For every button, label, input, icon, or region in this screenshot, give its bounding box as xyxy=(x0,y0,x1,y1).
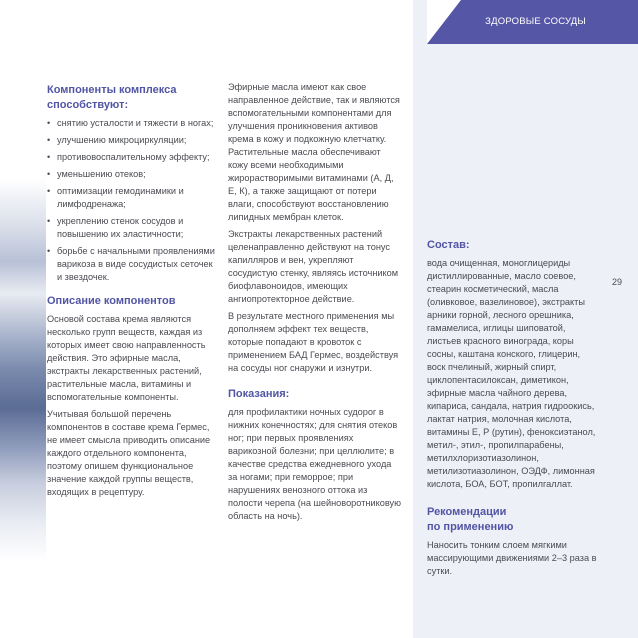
middle-column xyxy=(228,81,402,527)
page-number: 29 xyxy=(612,277,623,287)
recommendations-text: Наносить тонким слоем мягкими массирующими движениями 2–3 раза в сутки. xyxy=(427,540,597,576)
indications-text: для профилактики ночных судорог в нижних конечностях; для снятия отеков ног; при первых проявлениях варикозной болезни; при целлюлите; в качестве средства ежедневного ухода за ногами; при геморрое; при нарушениях венозного оттока из полости черепа (на шейноворотниковую область на ночь). xyxy=(228,407,402,521)
description-paragraph: Учитывая большой перечень компонентов в составе крема Гермес, не имеет смысла приводить описание каждого отдельного компонента, поэтому опишем функциональное значение каждой группы веществ, входящих в рецептуру. xyxy=(47,409,211,497)
recommendations-heading: Рекомендации по применению xyxy=(427,506,514,533)
decorative-side-image xyxy=(0,0,48,638)
list-item: • снятию усталости и тяжести в ногах; xyxy=(47,117,215,130)
components-heading: Компоненты комплекса способствуют: xyxy=(47,84,177,111)
composition-heading: Состав: xyxy=(427,239,470,251)
left-column xyxy=(47,83,215,503)
list-item: • оптимизации гемодинамики и лимфодренажа; xyxy=(47,185,215,211)
body-paragraph: Эфирные масла имеют как свое направленное действие, так и являются вспомогательными компонентами для улучшения проникновения активов крема в кожу и подкожную клетчатку. Растительные масла обеспечивают кожу всеми необходимыми жирорастворимыми витаминами (А, Д, Е, К), а также защищают от потери влаги, способствуют восстановлению липидных мембран клеток. xyxy=(228,82,400,222)
indications-heading: Показания: xyxy=(228,388,290,400)
list-item: • противовоспалительному эффекту; xyxy=(47,151,215,164)
section-title: ЗДОРОВЫЕ СОСУДЫ xyxy=(485,16,586,27)
list-item: • уменьшению отеков; xyxy=(47,168,215,181)
list-item: • улучшению микроциркуляции; xyxy=(47,134,215,147)
list-item: • укреплению стенок сосудов и повышению их эластичности; xyxy=(47,215,215,241)
body-paragraph: Экстракты лекарственных растений целенаправленно действуют на тонус капилляров и вен, укрепляют сосудистую стенку, являясь источником биофлавоноидов, имеющих ангиопротекторное действие. xyxy=(228,229,399,304)
components-list xyxy=(47,117,215,284)
list-item: • борьбе с начальными проявлениями варикоза в виде сосудистых сеточек и звездочек. xyxy=(47,245,215,284)
composition-column xyxy=(427,238,597,582)
header-banner xyxy=(427,0,638,44)
composition-text: вода очищенная, моноглицериды дистиллированные, масло соевое, стеарин косметический, масла (оливковое, вазелиновое), экстракты арники горной, лесного орешника, гамамелиса, иглицы шиповатой, листьев красного винограда, коры сосны, каштана конского, глицерин, воск пчелиный, жирный спирт, циклопентасилоксан, диметикон, эфирные масла чайного дерева, кипариса, сандала, натрия гидроокись, лактат натрия, молочная кислота, витамины Е, Р (рутин), феноксиэтанол, метил-, этил-, пропилпарабены, метилхлоризотиазолинон, метилизотиазолинон, ОЭДФ, лимонная кислота, БОА, БОТ, пропилгаллат. xyxy=(427,258,596,489)
description-paragraph: Основой состава крема являются несколько групп веществ, каждая из которых имеет свою направленность действия. Это эфирные масла, экстракты лекарственных растений, растительные масла, витамины и вспомогательные компоненты. xyxy=(47,314,206,402)
description-heading: Описание компонентов xyxy=(47,295,176,307)
body-paragraph: В результате местного применения мы дополняем эффект тех веществ, которые попадают в кровоток с применением БАД Гермес, воздействуя на сосуды ног снаружи и изнутри. xyxy=(228,311,399,373)
